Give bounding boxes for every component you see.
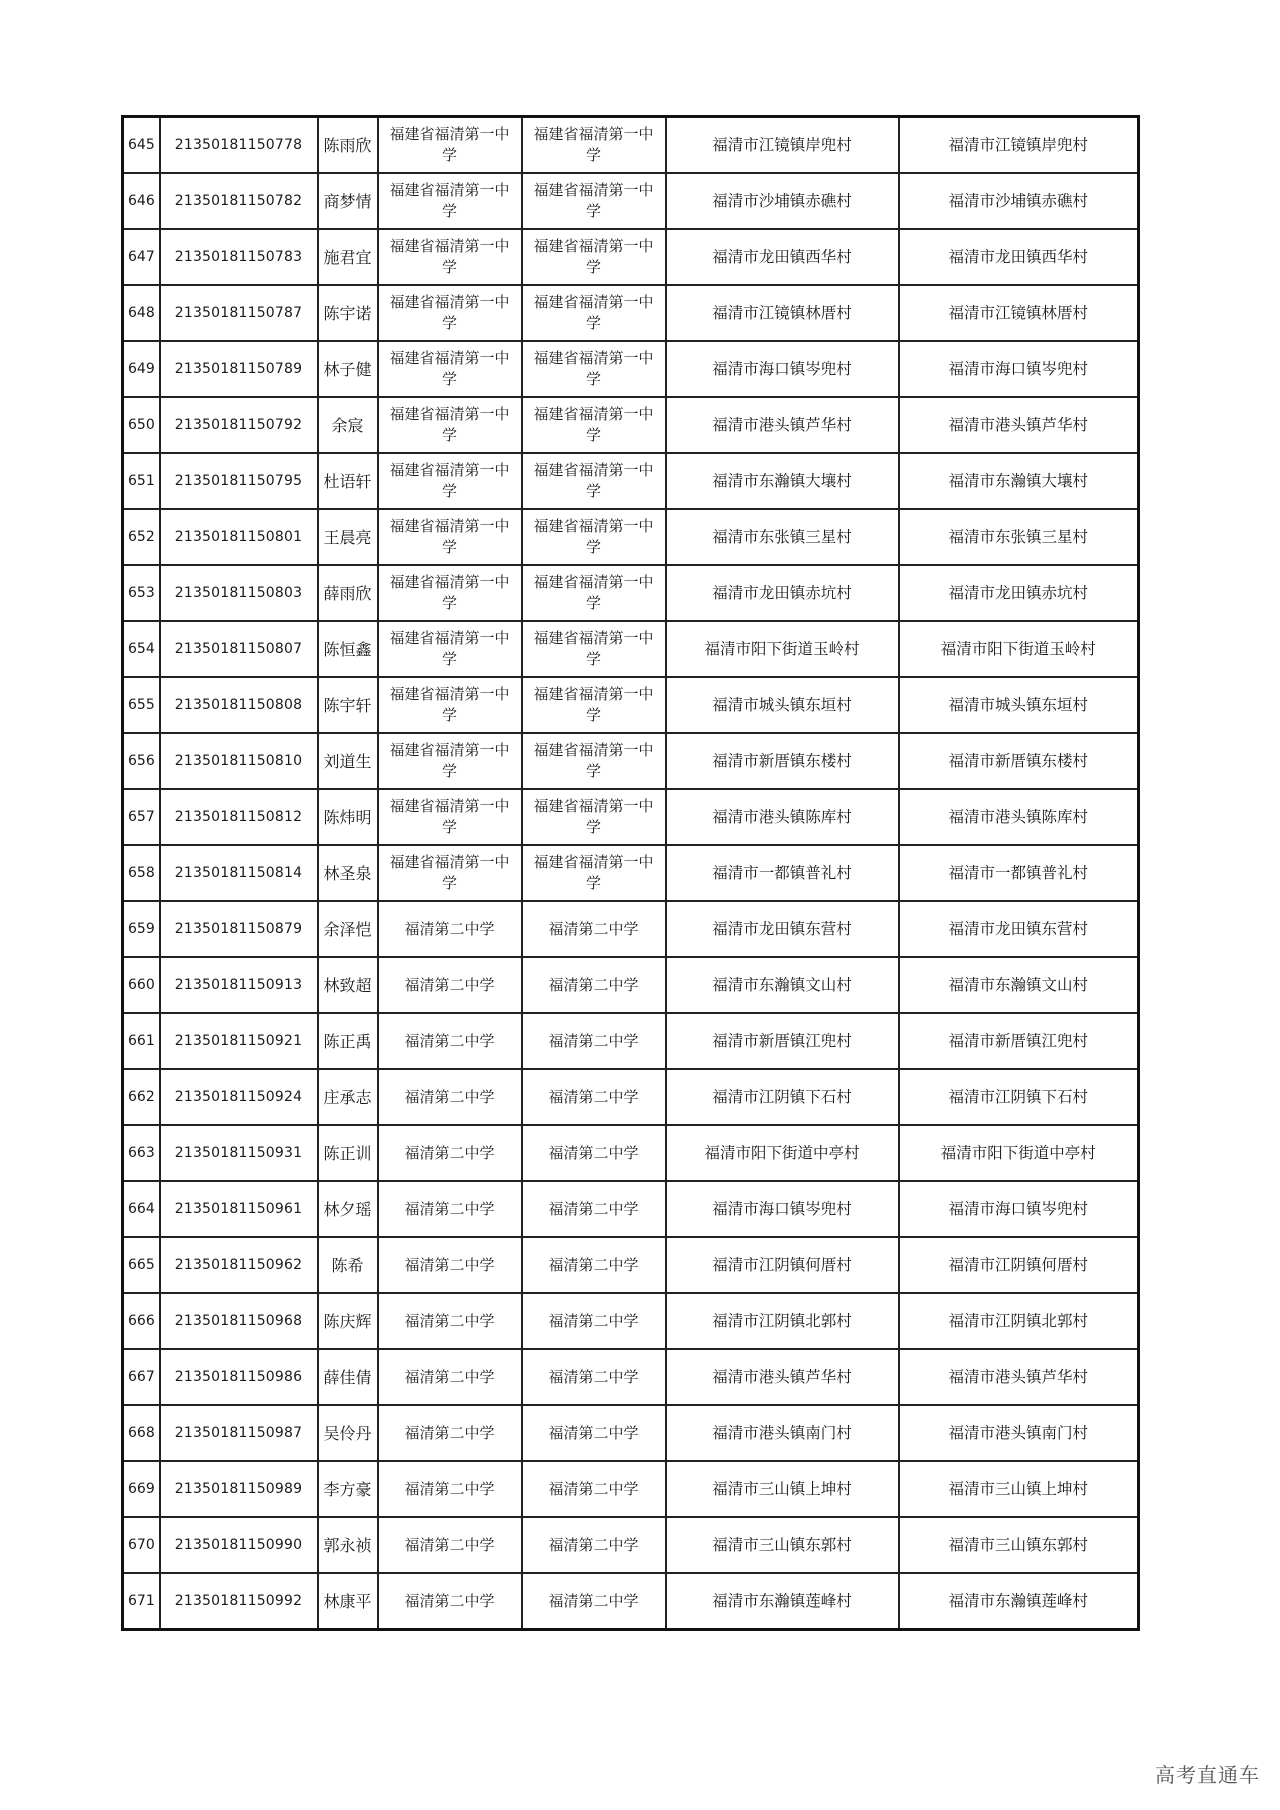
cell-seq: 653 (123, 565, 160, 621)
cell-student-name: 李方豪 (318, 1461, 378, 1517)
cell-seq: 670 (123, 1517, 160, 1573)
cell-student-name: 陈宇诺 (318, 285, 378, 341)
table-row (123, 117, 1139, 174)
table-row (123, 229, 1139, 285)
cell-student-name: 王晨亮 (318, 509, 378, 565)
cell-school-2: 福建省福清第一中学 (522, 341, 666, 397)
cell-exam-id: 21350181150810 (160, 733, 318, 789)
cell-school: 福建省福清第一中学 (378, 789, 522, 845)
cell-student-name: 林子健 (318, 341, 378, 397)
cell-student-name: 余宸 (318, 397, 378, 453)
table-row (123, 845, 1139, 901)
cell-exam-id: 21350181150961 (160, 1181, 318, 1237)
cell-address-2: 福清市龙田镇赤坑村 (899, 565, 1139, 621)
cell-school: 福清第二中学 (378, 1293, 522, 1349)
cell-seq: 647 (123, 229, 160, 285)
cell-school-2: 福建省福清第一中学 (522, 229, 666, 285)
cell-exam-id: 21350181150913 (160, 957, 318, 1013)
cell-seq: 661 (123, 1013, 160, 1069)
cell-student-name: 陈宇轩 (318, 677, 378, 733)
cell-address-1: 福清市沙埔镇赤礁村 (666, 173, 899, 229)
cell-seq: 650 (123, 397, 160, 453)
cell-seq: 668 (123, 1405, 160, 1461)
cell-school-2: 福建省福清第一中学 (522, 285, 666, 341)
cell-school-2: 福建省福清第一中学 (522, 733, 666, 789)
table-row (123, 397, 1139, 453)
cell-seq: 652 (123, 509, 160, 565)
cell-address-1: 福清市新厝镇江兜村 (666, 1013, 899, 1069)
cell-school-2: 福清第二中学 (522, 957, 666, 1013)
cell-exam-id: 21350181150987 (160, 1405, 318, 1461)
cell-address-2: 福清市江镜镇岸兜村 (899, 117, 1139, 174)
cell-seq: 649 (123, 341, 160, 397)
table-row (123, 453, 1139, 509)
cell-school: 福建省福清第一中学 (378, 117, 522, 174)
cell-school: 福建省福清第一中学 (378, 341, 522, 397)
cell-seq: 666 (123, 1293, 160, 1349)
cell-address-1: 福清市东瀚镇文山村 (666, 957, 899, 1013)
cell-student-name: 庄承志 (318, 1069, 378, 1125)
cell-address-2: 福清市新厝镇东楼村 (899, 733, 1139, 789)
cell-seq: 667 (123, 1349, 160, 1405)
cell-school-2: 福清第二中学 (522, 1461, 666, 1517)
cell-school: 福建省福清第一中学 (378, 173, 522, 229)
cell-school-2: 福建省福清第一中学 (522, 173, 666, 229)
cell-address-2: 福清市三山镇上坤村 (899, 1461, 1139, 1517)
cell-address-2: 福清市三山镇东郭村 (899, 1517, 1139, 1573)
cell-student-name: 郭永祯 (318, 1517, 378, 1573)
table-row (123, 1069, 1139, 1125)
cell-student-name: 陈庆辉 (318, 1293, 378, 1349)
cell-exam-id: 21350181150924 (160, 1069, 318, 1125)
cell-student-name: 刘道生 (318, 733, 378, 789)
table-row (123, 565, 1139, 621)
cell-seq: 669 (123, 1461, 160, 1517)
cell-address-1: 福清市龙田镇赤坑村 (666, 565, 899, 621)
table-body (123, 117, 1139, 1630)
cell-seq: 662 (123, 1069, 160, 1125)
cell-address-1: 福清市三山镇东郭村 (666, 1517, 899, 1573)
table-row (123, 509, 1139, 565)
cell-school-2: 福建省福清第一中学 (522, 453, 666, 509)
cell-seq: 655 (123, 677, 160, 733)
cell-student-name: 商梦情 (318, 173, 378, 229)
table-row (123, 957, 1139, 1013)
cell-student-name: 杜语轩 (318, 453, 378, 509)
cell-school: 福清第二中学 (378, 1013, 522, 1069)
cell-address-1: 福清市龙田镇东营村 (666, 901, 899, 957)
cell-exam-id: 21350181150962 (160, 1237, 318, 1293)
cell-school-2: 福建省福清第一中学 (522, 117, 666, 174)
cell-seq: 654 (123, 621, 160, 677)
cell-seq: 664 (123, 1181, 160, 1237)
cell-school: 福清第二中学 (378, 957, 522, 1013)
cell-address-1: 福清市东瀚镇莲峰村 (666, 1573, 899, 1630)
cell-school: 福建省福清第一中学 (378, 397, 522, 453)
table-row (123, 1293, 1139, 1349)
cell-exam-id: 21350181150792 (160, 397, 318, 453)
cell-student-name: 薛佳倩 (318, 1349, 378, 1405)
cell-exam-id: 21350181150989 (160, 1461, 318, 1517)
cell-address-1: 福清市东张镇三星村 (666, 509, 899, 565)
table-row (123, 285, 1139, 341)
cell-exam-id: 21350181150812 (160, 789, 318, 845)
cell-seq: 665 (123, 1237, 160, 1293)
cell-exam-id: 21350181150789 (160, 341, 318, 397)
cell-school: 福清第二中学 (378, 1125, 522, 1181)
table-row (123, 733, 1139, 789)
cell-school: 福清第二中学 (378, 1573, 522, 1630)
cell-address-2: 福清市东瀚镇莲峰村 (899, 1573, 1139, 1630)
cell-school-2: 福清第二中学 (522, 901, 666, 957)
cell-exam-id: 21350181150814 (160, 845, 318, 901)
cell-school-2: 福清第二中学 (522, 1517, 666, 1573)
cell-exam-id: 21350181150921 (160, 1013, 318, 1069)
cell-address-1: 福清市江镜镇林厝村 (666, 285, 899, 341)
table-row (123, 1125, 1139, 1181)
cell-student-name: 林致超 (318, 957, 378, 1013)
cell-school: 福建省福清第一中学 (378, 453, 522, 509)
table-row (123, 1573, 1139, 1630)
cell-seq: 648 (123, 285, 160, 341)
cell-exam-id: 21350181150801 (160, 509, 318, 565)
cell-seq: 658 (123, 845, 160, 901)
cell-address-2: 福清市东瀚镇文山村 (899, 957, 1139, 1013)
cell-school-2: 福建省福清第一中学 (522, 621, 666, 677)
watermark-text: 高考直通车 (1155, 1763, 1260, 1787)
cell-exam-id: 21350181150787 (160, 285, 318, 341)
cell-exam-id: 21350181150807 (160, 621, 318, 677)
cell-school-2: 福建省福清第一中学 (522, 565, 666, 621)
table-row (123, 1013, 1139, 1069)
cell-seq: 659 (123, 901, 160, 957)
cell-address-2: 福清市港头镇芦华村 (899, 397, 1139, 453)
cell-school-2: 福建省福清第一中学 (522, 509, 666, 565)
cell-address-1: 福清市海口镇岑兜村 (666, 341, 899, 397)
cell-seq: 651 (123, 453, 160, 509)
cell-school: 福清第二中学 (378, 1237, 522, 1293)
cell-address-1: 福清市港头镇陈库村 (666, 789, 899, 845)
cell-address-1: 福清市海口镇岑兜村 (666, 1181, 899, 1237)
cell-address-1: 福清市龙田镇西华村 (666, 229, 899, 285)
cell-student-name: 施君宜 (318, 229, 378, 285)
cell-school: 福清第二中学 (378, 901, 522, 957)
cell-school: 福建省福清第一中学 (378, 509, 522, 565)
cell-student-name: 余泽恺 (318, 901, 378, 957)
cell-address-2: 福清市海口镇岑兜村 (899, 341, 1139, 397)
cell-seq: 645 (123, 117, 160, 174)
cell-exam-id: 21350181150968 (160, 1293, 318, 1349)
cell-address-1: 福清市一都镇普礼村 (666, 845, 899, 901)
cell-student-name: 薛雨欣 (318, 565, 378, 621)
cell-address-1: 福清市江阴镇何厝村 (666, 1237, 899, 1293)
cell-exam-id: 21350181150795 (160, 453, 318, 509)
cell-address-1: 福清市江阴镇下石村 (666, 1069, 899, 1125)
cell-student-name: 陈正训 (318, 1125, 378, 1181)
cell-school-2: 福清第二中学 (522, 1349, 666, 1405)
student-table (121, 115, 1140, 1631)
table-row (123, 901, 1139, 957)
cell-address-1: 福清市江镜镇岸兜村 (666, 117, 899, 174)
cell-address-1: 福清市三山镇上坤村 (666, 1461, 899, 1517)
cell-school: 福清第二中学 (378, 1517, 522, 1573)
cell-address-2: 福清市海口镇岑兜村 (899, 1181, 1139, 1237)
cell-student-name: 林康平 (318, 1573, 378, 1630)
cell-school: 福清第二中学 (378, 1405, 522, 1461)
cell-exam-id: 21350181150808 (160, 677, 318, 733)
cell-address-1: 福清市港头镇芦华村 (666, 397, 899, 453)
cell-address-2: 福清市新厝镇江兜村 (899, 1013, 1139, 1069)
table-row (123, 341, 1139, 397)
cell-seq: 660 (123, 957, 160, 1013)
cell-student-name: 林夕瑶 (318, 1181, 378, 1237)
cell-address-1: 福清市东瀚镇大壤村 (666, 453, 899, 509)
cell-address-1: 福清市城头镇东垣村 (666, 677, 899, 733)
cell-address-2: 福清市阳下街道玉岭村 (899, 621, 1139, 677)
table-row (123, 789, 1139, 845)
cell-student-name: 吴伶丹 (318, 1405, 378, 1461)
cell-school: 福清第二中学 (378, 1069, 522, 1125)
cell-school: 福建省福清第一中学 (378, 565, 522, 621)
cell-address-2: 福清市东张镇三星村 (899, 509, 1139, 565)
cell-address-2: 福清市龙田镇东营村 (899, 901, 1139, 957)
table-row (123, 173, 1139, 229)
cell-school: 福建省福清第一中学 (378, 285, 522, 341)
cell-address-2: 福清市东瀚镇大壤村 (899, 453, 1139, 509)
cell-student-name: 林圣泉 (318, 845, 378, 901)
cell-address-1: 福清市港头镇南门村 (666, 1405, 899, 1461)
cell-student-name: 陈雨欣 (318, 117, 378, 174)
cell-seq: 671 (123, 1573, 160, 1630)
cell-address-2: 福清市阳下街道中亭村 (899, 1125, 1139, 1181)
cell-school-2: 福建省福清第一中学 (522, 397, 666, 453)
cell-address-2: 福清市港头镇芦华村 (899, 1349, 1139, 1405)
cell-seq: 646 (123, 173, 160, 229)
cell-address-2: 福清市龙田镇西华村 (899, 229, 1139, 285)
cell-school: 福清第二中学 (378, 1181, 522, 1237)
cell-seq: 656 (123, 733, 160, 789)
cell-school-2: 福清第二中学 (522, 1069, 666, 1125)
cell-school-2: 福清第二中学 (522, 1125, 666, 1181)
cell-student-name: 陈恒鑫 (318, 621, 378, 677)
cell-student-name: 陈炜明 (318, 789, 378, 845)
cell-address-2: 福清市江阴镇下石村 (899, 1069, 1139, 1125)
table-row (123, 1461, 1139, 1517)
cell-school-2: 福清第二中学 (522, 1237, 666, 1293)
cell-exam-id: 21350181150778 (160, 117, 318, 174)
cell-school-2: 福清第二中学 (522, 1293, 666, 1349)
cell-school: 福建省福清第一中学 (378, 621, 522, 677)
cell-school-2: 福清第二中学 (522, 1405, 666, 1461)
cell-student-name: 陈正禹 (318, 1013, 378, 1069)
table-row (123, 1237, 1139, 1293)
cell-address-2: 福清市港头镇南门村 (899, 1405, 1139, 1461)
cell-school-2: 福清第二中学 (522, 1573, 666, 1630)
cell-seq: 663 (123, 1125, 160, 1181)
cell-school: 福建省福清第一中学 (378, 733, 522, 789)
cell-school-2: 福清第二中学 (522, 1181, 666, 1237)
table-row (123, 1349, 1139, 1405)
table-row (123, 677, 1139, 733)
cell-address-2: 福清市城头镇东垣村 (899, 677, 1139, 733)
cell-address-1: 福清市阳下街道中亭村 (666, 1125, 899, 1181)
cell-exam-id: 21350181150931 (160, 1125, 318, 1181)
cell-seq: 657 (123, 789, 160, 845)
cell-address-1: 福清市港头镇芦华村 (666, 1349, 899, 1405)
cell-exam-id: 21350181150803 (160, 565, 318, 621)
cell-school: 福清第二中学 (378, 1349, 522, 1405)
cell-address-2: 福清市沙埔镇赤礁村 (899, 173, 1139, 229)
cell-exam-id: 21350181150992 (160, 1573, 318, 1630)
table-row (123, 1517, 1139, 1573)
cell-exam-id: 21350181150782 (160, 173, 318, 229)
cell-school: 福建省福清第一中学 (378, 677, 522, 733)
cell-school-2: 福建省福清第一中学 (522, 789, 666, 845)
cell-school: 福建省福清第一中学 (378, 229, 522, 285)
cell-exam-id: 21350181150783 (160, 229, 318, 285)
cell-address-2: 福清市港头镇陈库村 (899, 789, 1139, 845)
cell-address-1: 福清市新厝镇东楼村 (666, 733, 899, 789)
cell-exam-id: 21350181150879 (160, 901, 318, 957)
cell-student-name: 陈希 (318, 1237, 378, 1293)
cell-address-2: 福清市江镜镇林厝村 (899, 285, 1139, 341)
cell-school-2: 福清第二中学 (522, 1013, 666, 1069)
cell-address-1: 福清市江阴镇北郭村 (666, 1293, 899, 1349)
cell-address-2: 福清市江阴镇北郭村 (899, 1293, 1139, 1349)
cell-school: 福建省福清第一中学 (378, 845, 522, 901)
table-row (123, 621, 1139, 677)
cell-school-2: 福建省福清第一中学 (522, 845, 666, 901)
cell-address-2: 福清市江阴镇何厝村 (899, 1237, 1139, 1293)
cell-school: 福清第二中学 (378, 1461, 522, 1517)
cell-exam-id: 21350181150986 (160, 1349, 318, 1405)
cell-address-2: 福清市一都镇普礼村 (899, 845, 1139, 901)
cell-school-2: 福建省福清第一中学 (522, 677, 666, 733)
table-row (123, 1181, 1139, 1237)
table-row (123, 1405, 1139, 1461)
cell-exam-id: 21350181150990 (160, 1517, 318, 1573)
cell-address-1: 福清市阳下街道玉岭村 (666, 621, 899, 677)
